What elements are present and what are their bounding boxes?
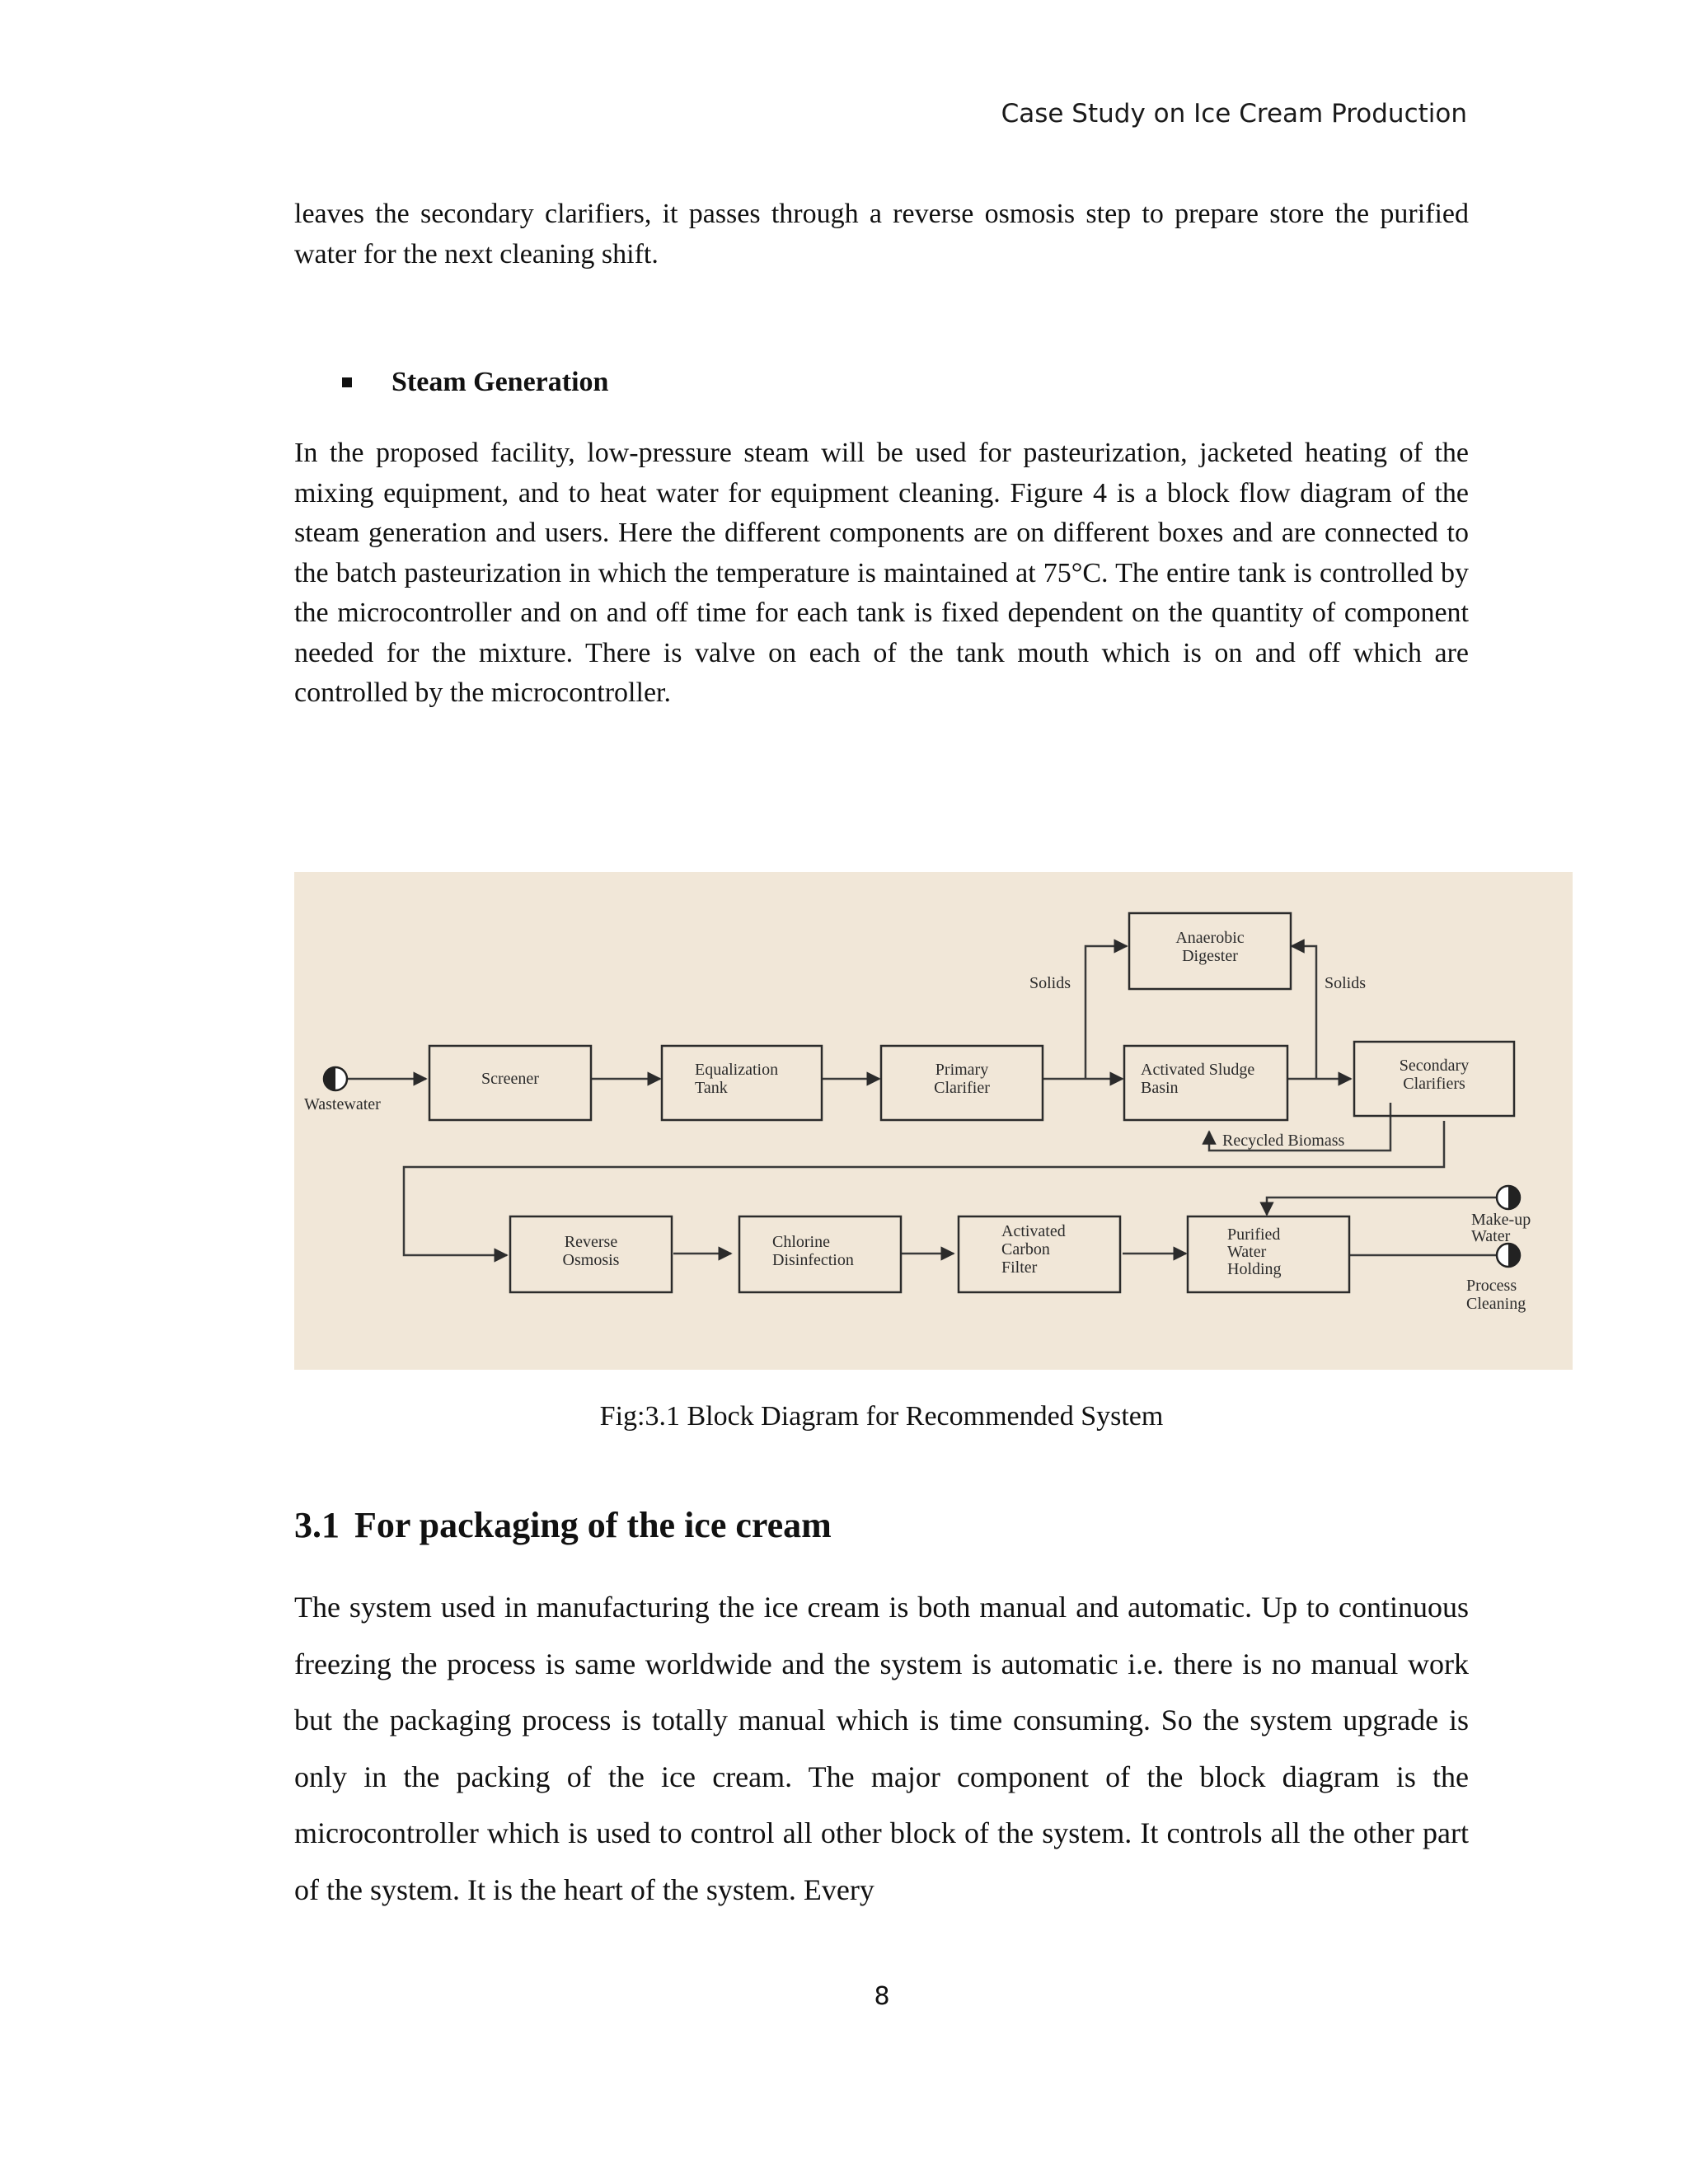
block-carbon-line2: Carbon <box>1001 1240 1050 1258</box>
section-title: For packaging of the ice cream <box>354 1505 832 1545</box>
block-diagram-figure <box>294 872 1573 1370</box>
label-makeup-line1: Make-up <box>1471 1211 1531 1229</box>
bullet-heading: Steam Generation <box>392 367 609 397</box>
label-recycled-biomass: Recycled Biomass <box>1222 1132 1345 1150</box>
block-reverse-osmosis-line1: Reverse <box>564 1233 618 1251</box>
block-secondary-line2: Clarifiers <box>1403 1075 1465 1093</box>
figure-caption: Fig:3.1 Block Diagram for Recommended System <box>599 1401 1164 1432</box>
paragraph-steam-generation: In the proposed facility, low-pressure steam will be used for pasteurization, jacketed heating of the mixing equipment, and to heat water for equipment cleaning. Figure 4 is a block flow diagram of the steam generation and users. Here the different components are on different boxes and are connected to the batch pasteurization in which the temperature is maintained at 75°C. The entire tank is controlled by the microcontroller and on and off time for each tank is fixed dependent on the quantity of component needed for the mixture. There is valve on each of the tank mouth which is on and off which are controlled by the microcontroller. <box>294 438 1469 708</box>
block-purified-line2: Water <box>1227 1243 1267 1261</box>
block-chlorine-line1: Chlorine <box>772 1233 830 1251</box>
section-heading <box>294 1504 832 1546</box>
block-carbon-line3: Filter <box>1001 1258 1038 1277</box>
label-process-line2: Cleaning <box>1466 1295 1526 1313</box>
label-wastewater: Wastewater <box>304 1095 381 1113</box>
makeup-water-terminal-icon <box>1497 1186 1520 1209</box>
block-screener: Screener <box>481 1070 539 1088</box>
block-equalization-line1: Equalization <box>695 1061 779 1079</box>
connector-lines <box>347 946 1498 1255</box>
label-process-line1: Process <box>1466 1277 1517 1295</box>
paragraph-intro: leaves the secondary clarifiers, it passes through a reverse osmosis step to prepare store the purified water for the next cleaning shift. <box>294 199 1469 269</box>
paragraph-packaging: The system used in manufacturing the ice cream is both manual and automatic. Up to continuous freezing the process is same worldwide and the system is automatic i.e. there is no manual work but the packaging process is totally manual which is time consuming. So the system upgrade is only in the packing of the ice cream. The major component of the block diagram is the microcontroller which is used to control all other block of the system. It controls all the other part of the system. It is the heart of the system. Every <box>294 1591 1469 1906</box>
block-secondary-line1: Secondary <box>1399 1057 1470 1075</box>
label-solids-right: Solids <box>1325 974 1367 992</box>
block-purified-line1: Purified <box>1227 1226 1281 1244</box>
process-cleaning-terminal-icon <box>1497 1244 1520 1267</box>
block-anaerobic-line2: Digester <box>1182 947 1238 965</box>
wastewater-terminal-icon <box>324 1067 347 1090</box>
block-activated-sludge-line2: Basin <box>1141 1079 1179 1097</box>
block-activated-sludge-line1: Activated Sludge <box>1141 1061 1255 1079</box>
block-anaerobic-line1: Anaerobic <box>1175 929 1245 947</box>
section-number: 3.1 <box>294 1505 340 1545</box>
block-primary-line2: Clarifier <box>934 1079 990 1097</box>
block-chlorine-line2: Disinfection <box>772 1251 854 1269</box>
bullet-heading-row <box>342 367 608 398</box>
page-number: 8 <box>874 1982 890 2011</box>
square-bullet-icon <box>342 377 352 387</box>
block-carbon-line1: Activated <box>1001 1222 1066 1240</box>
label-makeup-line2: Water <box>1471 1227 1511 1245</box>
running-header: Case Study on Ice Cream Production <box>1001 99 1467 129</box>
label-solids-left: Solids <box>1029 974 1071 992</box>
block-purified-line3: Holding <box>1227 1260 1282 1278</box>
block-equalization-line2: Tank <box>695 1079 728 1097</box>
block-primary-line1: Primary <box>935 1061 989 1079</box>
block-diagram <box>294 872 1573 1370</box>
block-reverse-osmosis-line2: Osmosis <box>562 1251 620 1269</box>
